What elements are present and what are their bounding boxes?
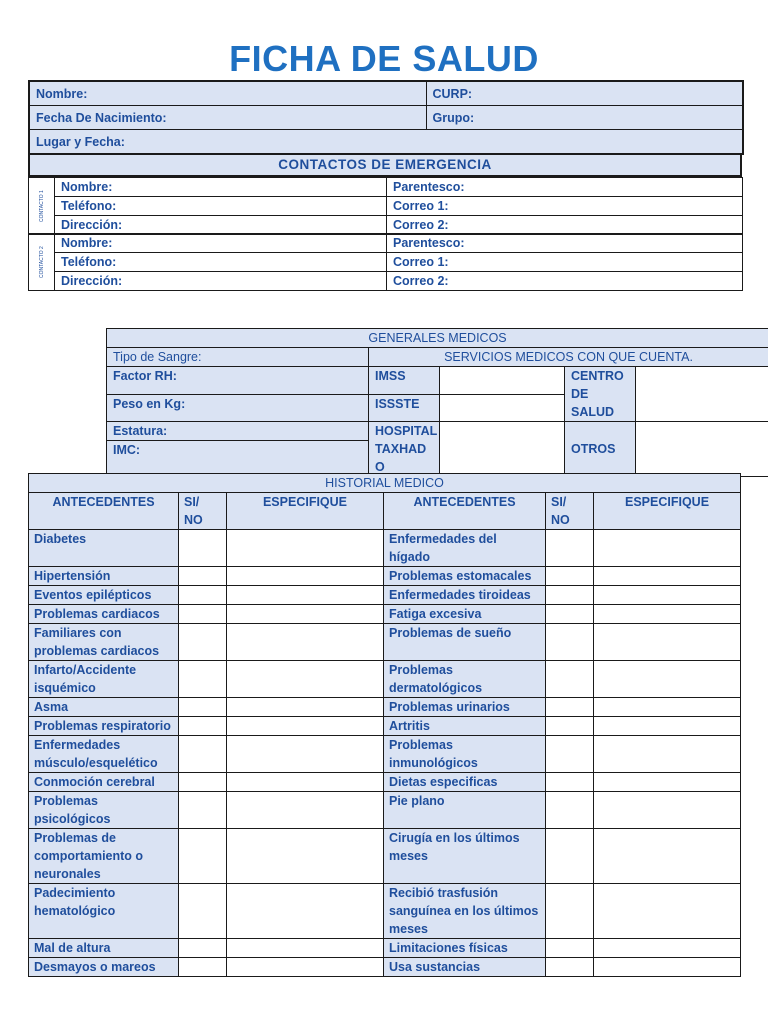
sino-right-cell[interactable] xyxy=(546,829,594,884)
especifique-right-cell[interactable] xyxy=(594,605,741,624)
contact-1-table xyxy=(28,177,743,235)
emergency-heading-table xyxy=(28,153,742,177)
especifique-left-cell[interactable] xyxy=(227,884,384,939)
contact-1-direccion[interactable]: Dirección: xyxy=(55,216,387,235)
col-antecedentes-right: ANTECEDENTES xyxy=(384,493,546,530)
contact-2-side-label: CONTACTO 2 xyxy=(29,234,55,291)
table-row xyxy=(29,661,741,698)
especifique-left-cell[interactable] xyxy=(227,586,384,605)
especifique-right-cell[interactable] xyxy=(594,717,741,736)
sino-left-cell[interactable] xyxy=(179,958,227,977)
lugar-fecha-field[interactable]: Lugar y Fecha: xyxy=(29,130,743,155)
sino-left-cell[interactable] xyxy=(179,605,227,624)
antecedente-left-label: Desmayos o mareos xyxy=(29,958,179,977)
sino-right-cell[interactable] xyxy=(546,939,594,958)
especifique-right-cell[interactable] xyxy=(594,586,741,605)
imss-label: IMSS xyxy=(369,367,440,395)
especifique-left-cell[interactable] xyxy=(227,567,384,586)
table-row xyxy=(29,717,741,736)
contact-2-direccion[interactable]: Dirección: xyxy=(55,272,387,291)
antecedente-right-label: Problemas urinarios xyxy=(384,698,546,717)
antecedente-right-label: Usa sustancias xyxy=(384,958,546,977)
antecedente-left-label: Problemas psicológicos xyxy=(29,792,179,829)
table-row xyxy=(29,567,741,586)
antecedente-right-label: Problemas dermatológicos xyxy=(384,661,546,698)
antecedente-left-label: Asma xyxy=(29,698,179,717)
table-row xyxy=(29,792,741,829)
sino-right-cell[interactable] xyxy=(546,698,594,717)
historial-medico-table xyxy=(28,473,741,977)
sino-right-cell[interactable] xyxy=(546,586,594,605)
especifique-right-cell[interactable] xyxy=(594,698,741,717)
fecha-nacimiento-field[interactable]: Fecha De Nacimiento: xyxy=(29,106,426,130)
sino-left-cell[interactable] xyxy=(179,884,227,939)
sino-right-cell[interactable] xyxy=(546,605,594,624)
contact-1-parentesco[interactable]: Parentesco: xyxy=(387,178,743,197)
antecedente-left-label: Mal de altura xyxy=(29,939,179,958)
hospital-value[interactable] xyxy=(440,422,565,477)
contact-2-correo1[interactable]: Correo 1: xyxy=(387,253,743,272)
antecedente-right-label: Artritis xyxy=(384,717,546,736)
antecedente-left-label: Hipertensión xyxy=(29,567,179,586)
sino-left-cell[interactable] xyxy=(179,624,227,661)
contact-1-side-label: CONTACTO 1 xyxy=(29,178,55,235)
antecedente-left-label: Problemas cardiacos xyxy=(29,605,179,624)
antecedente-right-label: Dietas especificas xyxy=(384,773,546,792)
sino-right-cell[interactable] xyxy=(546,792,594,829)
table-row xyxy=(29,884,741,939)
page-title: FICHA DE SALUD xyxy=(229,38,539,79)
antecedente-right-label: Cirugía en los últimos meses xyxy=(384,829,546,884)
sino-left-cell[interactable] xyxy=(179,530,227,567)
nombre-field[interactable]: Nombre: xyxy=(29,81,426,106)
antecedente-right-label: Pie plano xyxy=(384,792,546,829)
contact-1-nombre[interactable]: Nombre: xyxy=(55,178,387,197)
sino-left-cell[interactable] xyxy=(179,586,227,605)
especifique-left-cell[interactable] xyxy=(227,530,384,567)
antecedente-right-label: Recibió trasfusión sanguínea en los últimos meses xyxy=(384,884,546,939)
antecedente-right-label: Problemas inmunológicos xyxy=(384,736,546,773)
antecedente-left-label: Eventos epilépticos xyxy=(29,586,179,605)
especifique-right-cell[interactable] xyxy=(594,736,741,773)
especifique-right-cell[interactable] xyxy=(594,624,741,661)
contact-2-nombre[interactable]: Nombre: xyxy=(55,234,387,253)
especifique-right-cell[interactable] xyxy=(594,884,741,939)
imss-value[interactable] xyxy=(440,367,565,395)
especifique-left-cell[interactable] xyxy=(227,939,384,958)
sino-right-cell[interactable] xyxy=(546,567,594,586)
especifique-left-cell[interactable] xyxy=(227,717,384,736)
especifique-right-cell[interactable] xyxy=(594,829,741,884)
sino-left-cell[interactable] xyxy=(179,829,227,884)
especifique-right-cell[interactable] xyxy=(594,939,741,958)
centro-salud-value[interactable] xyxy=(636,367,768,422)
table-row xyxy=(29,586,741,605)
table-row xyxy=(29,698,741,717)
issste-value[interactable] xyxy=(440,394,565,422)
antecedente-left-label: Enfermedades músculo/esquelético xyxy=(29,736,179,773)
especifique-right-cell[interactable] xyxy=(594,958,741,977)
contact-1-correo2[interactable]: Correo 2: xyxy=(387,216,743,235)
table-row xyxy=(29,624,741,661)
contact-2-parentesco[interactable]: Parentesco: xyxy=(387,234,743,253)
otros-value[interactable] xyxy=(636,422,768,477)
especifique-left-cell[interactable] xyxy=(227,661,384,698)
antecedente-left-label: Diabetes xyxy=(29,530,179,567)
sino-right-cell[interactable] xyxy=(546,661,594,698)
factor-rh-field[interactable]: Factor RH: xyxy=(107,367,369,395)
personal-info-table xyxy=(28,80,744,155)
especifique-left-cell[interactable] xyxy=(227,792,384,829)
antecedente-right-label: Fatiga excesiva xyxy=(384,605,546,624)
table-row xyxy=(29,736,741,773)
col-sino-left: SI/ NO xyxy=(179,493,227,530)
sino-left-cell[interactable] xyxy=(179,939,227,958)
antecedente-left-label: Conmoción cerebral xyxy=(29,773,179,792)
especifique-left-cell[interactable] xyxy=(227,624,384,661)
col-antecedentes-left: ANTECEDENTES xyxy=(29,493,179,530)
imc-field[interactable]: IMC: xyxy=(107,441,369,477)
contact-2-correo2[interactable]: Correo 2: xyxy=(387,272,743,291)
especifique-left-cell[interactable] xyxy=(227,958,384,977)
generales-heading: GENERALES MEDICOS xyxy=(107,329,768,348)
table-row xyxy=(29,829,741,884)
col-sino-right: SI/ NO xyxy=(546,493,594,530)
especifique-left-cell[interactable] xyxy=(227,736,384,773)
especifique-right-cell[interactable] xyxy=(594,530,741,567)
sino-left-cell[interactable] xyxy=(179,698,227,717)
table-row xyxy=(29,958,741,977)
sino-right-cell[interactable] xyxy=(546,958,594,977)
sino-left-cell[interactable] xyxy=(179,567,227,586)
sino-left-cell[interactable] xyxy=(179,736,227,773)
sino-right-cell[interactable] xyxy=(546,884,594,939)
sino-right-cell[interactable] xyxy=(546,773,594,792)
especifique-right-cell[interactable] xyxy=(594,661,741,698)
sino-right-cell[interactable] xyxy=(546,717,594,736)
peso-field[interactable]: Peso en Kg: xyxy=(107,394,369,422)
sino-left-cell[interactable] xyxy=(179,717,227,736)
col-especifique-left: ESPECIFIQUE xyxy=(227,493,384,530)
antecedente-left-label: Infarto/Accidente isquémico xyxy=(29,661,179,698)
especifique-right-cell[interactable] xyxy=(594,773,741,792)
curp-field[interactable]: CURP: xyxy=(426,81,743,106)
table-row xyxy=(29,773,741,792)
contact-1-correo1[interactable]: Correo 1: xyxy=(387,197,743,216)
contact-1-telefono[interactable]: Teléfono: xyxy=(55,197,387,216)
contact-2-telefono[interactable]: Teléfono: xyxy=(55,253,387,272)
antecedente-right-label: Enfermedades tiroideas xyxy=(384,586,546,605)
especifique-left-cell[interactable] xyxy=(227,829,384,884)
servicios-heading: SERVICIOS MEDICOS CON QUE CUENTA. xyxy=(369,348,768,367)
issste-label: ISSSTE xyxy=(369,394,440,422)
antecedente-right-label: Problemas de sueño xyxy=(384,624,546,661)
generales-medicos-table xyxy=(106,328,768,477)
historial-heading: HISTORIAL MEDICO xyxy=(29,474,741,493)
especifique-right-cell[interactable] xyxy=(594,792,741,829)
sino-left-cell[interactable] xyxy=(179,792,227,829)
especifique-left-cell[interactable] xyxy=(227,698,384,717)
antecedente-right-label: Limitaciones físicas xyxy=(384,939,546,958)
antecedente-right-label: Problemas estomacales xyxy=(384,567,546,586)
antecedente-left-label: Problemas de comportamiento o neuronales xyxy=(29,829,179,884)
antecedente-right-label: Enfermedades del hígado xyxy=(384,530,546,567)
antecedente-left-label: Padecimiento hematológico xyxy=(29,884,179,939)
table-row xyxy=(29,939,741,958)
grupo-field[interactable]: Grupo: xyxy=(426,106,743,130)
sino-right-cell[interactable] xyxy=(546,530,594,567)
sino-left-cell[interactable] xyxy=(179,773,227,792)
table-row xyxy=(29,530,741,567)
hospital-label: HOSPITAL TAXHAD O xyxy=(369,422,440,477)
estatura-field[interactable]: Estatura: xyxy=(107,422,369,441)
centro-salud-label: CENTRO DE SALUD xyxy=(565,367,636,422)
table-row xyxy=(29,605,741,624)
especifique-right-cell[interactable] xyxy=(594,567,741,586)
antecedente-left-label: Problemas respiratorio xyxy=(29,717,179,736)
especifique-left-cell[interactable] xyxy=(227,605,384,624)
sino-left-cell[interactable] xyxy=(179,661,227,698)
especifique-left-cell[interactable] xyxy=(227,773,384,792)
otros-label: OTROS xyxy=(565,422,636,477)
contact-2-table xyxy=(28,233,743,291)
tipo-sangre-field[interactable]: Tipo de Sangre: xyxy=(107,348,369,367)
sino-right-cell[interactable] xyxy=(546,624,594,661)
antecedente-left-label: Familiares con problemas cardiacos xyxy=(29,624,179,661)
col-especifique-right: ESPECIFIQUE xyxy=(594,493,741,530)
sino-right-cell[interactable] xyxy=(546,736,594,773)
emergency-heading: CONTACTOS DE EMERGENCIA xyxy=(29,154,741,176)
